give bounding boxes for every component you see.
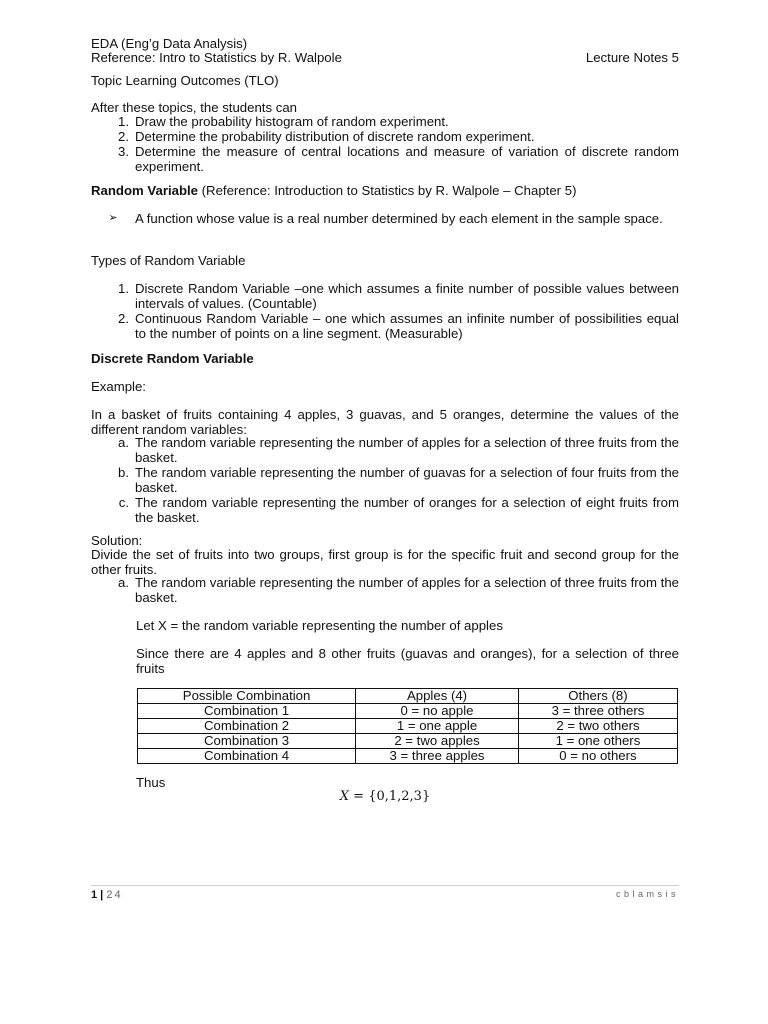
header-reference: Reference: Intro to Statistics by R. Walpole xyxy=(91,50,342,65)
list-item: c. The random variable representing the number of oranges for a selection of eight fruits from the basket. xyxy=(118,495,679,525)
table-cell: 1 = one apple xyxy=(356,719,519,734)
page-number: 1 | 24 xyxy=(91,889,123,901)
equation-variable: X xyxy=(339,789,350,804)
table-header: Possible Combination xyxy=(138,689,356,704)
table-row xyxy=(138,749,678,764)
tlo-heading: Topic Learning Outcomes (TLO) xyxy=(91,73,279,88)
table-cell: 1 = one others xyxy=(518,734,677,749)
list-item: 1. Discrete Random Variable –one which assumes a finite number of possible values between intervals of values. (Countable) xyxy=(118,281,679,311)
let-statement: Let X = the random variable representing the number of apples xyxy=(136,618,503,633)
table-cell: Combination 3 xyxy=(138,734,356,749)
list-item: 1. Draw the probability histogram of random experiment. xyxy=(118,114,449,129)
table-cell: 0 = no apple xyxy=(356,704,519,719)
table-header: Others (8) xyxy=(518,689,677,704)
discrete-heading: Discrete Random Variable xyxy=(91,351,254,366)
list-item: a. The random variable representing the number of apples for a selection of three fruits from the basket. xyxy=(118,435,679,465)
random-variable-title: Random Variable xyxy=(91,183,198,198)
types-heading: Types of Random Variable xyxy=(91,253,246,268)
arrow-bullet-icon: ➢ xyxy=(108,212,118,224)
list-item: ➢ A function whose value is a real number determined by each element in the sample space. xyxy=(91,211,679,226)
header-reference-row xyxy=(91,50,679,65)
list-item: b. The random variable representing the number of guavas for a selection of four fruits from the basket. xyxy=(118,465,679,495)
table-row xyxy=(138,719,678,734)
thus-label: Thus xyxy=(136,775,166,790)
table-row xyxy=(138,704,678,719)
table-cell: 2 = two apples xyxy=(356,734,519,749)
footer-divider xyxy=(91,885,679,886)
example-problem: In a basket of fruits containing 4 apples, 3 guavas, and 5 oranges, determine the values of the different random variables: xyxy=(91,407,679,437)
table-row xyxy=(138,734,678,749)
list-item: 2. Continuous Random Variable – one which assumes an infinite number of possibilities equal to the number of points on a line segment. (Measurable) xyxy=(118,311,679,341)
tlo-intro: After these topics, the students can xyxy=(91,100,297,115)
equation-set: = {0,1,2,3} xyxy=(349,789,431,804)
table-cell: Combination 1 xyxy=(138,704,356,719)
types-list xyxy=(91,281,679,341)
list-item: a. The random variable representing the number of apples for a selection of three fruits from the basket. xyxy=(118,575,679,605)
random-variable-heading xyxy=(91,183,679,198)
list-item: 2. Determine the probability distribution of discrete random experiment. xyxy=(118,129,535,144)
header-lecture: Lecture Notes 5 xyxy=(585,50,679,65)
example-parts xyxy=(91,435,679,525)
example-label: Example: xyxy=(91,379,146,394)
solution-intro: Divide the set of fruits into two groups, first group is for the specific fruit and second group for the other fruits. xyxy=(91,547,679,577)
list-item: 3. Determine the measure of central locations and measure of variation of discrete random experiment. xyxy=(118,144,679,174)
table-cell: 2 = two others xyxy=(518,719,677,734)
header-course: EDA (Eng’g Data Analysis) xyxy=(91,36,248,51)
combination-table xyxy=(137,688,678,764)
solution-label: Solution: xyxy=(91,533,143,548)
table-cell: Combination 2 xyxy=(138,719,356,734)
footer-brand: cblamsis xyxy=(615,889,679,899)
table-cell: 3 = three apples xyxy=(356,749,519,764)
since-statement: Since there are 4 apples and 8 other fruits (guavas and oranges), for a selection of three fruits xyxy=(136,646,679,676)
definition-list xyxy=(91,211,679,226)
solution-parts xyxy=(91,575,679,605)
table-header-row xyxy=(138,689,678,704)
tlo-list xyxy=(91,114,679,174)
table-header: Apples (4) xyxy=(356,689,519,704)
table-cell: 0 = no others xyxy=(518,749,677,764)
set-equation xyxy=(91,789,679,804)
page-footer xyxy=(91,889,679,901)
random-variable-reference: (Reference: Introduction to Statistics by R. Walpole – Chapter 5) xyxy=(198,183,577,198)
table-cell: Combination 4 xyxy=(138,749,356,764)
table-cell: 3 = three others xyxy=(518,704,677,719)
